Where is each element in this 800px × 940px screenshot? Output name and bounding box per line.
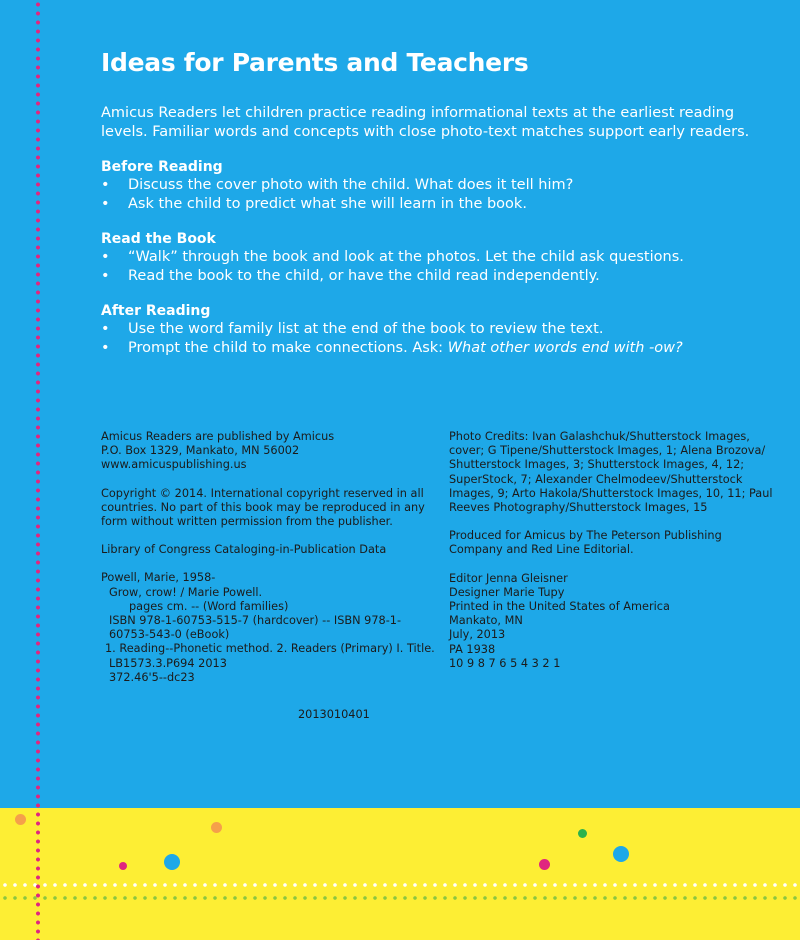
parents-teachers-section — [101, 48, 761, 358]
print-code: PA 1938 — [449, 642, 496, 656]
after-reading-section — [101, 303, 761, 358]
before-reading-section — [101, 159, 761, 214]
list-item: • Prompt the child to make connections. Ask: What other words end with -ow? — [101, 340, 683, 356]
magenta-dot-column — [35, 0, 41, 940]
photo-credits: Photo Credits: Ivan Galashchuk/Shutterstock Images, cover; G Tipene/Shutterstock Images, 1; Alena Brozova/ Shutterstock Images, 3; Shutterstock Images, 4, 12; SuperStock, 7; Alexander Chelmodeev/Shutterstock Images, 9; Arto Hakola/Shutterstock Images, 10, 11; Paul Reeves Photography/Shutterstock Images, 15 — [449, 430, 773, 515]
printed-in: Printed in the United States of America — [449, 600, 670, 614]
bullet-icon: • — [101, 340, 110, 356]
printing-line: 10 9 8 7 6 5 4 3 2 1 — [449, 656, 561, 670]
magenta-dot-2 — [539, 859, 550, 870]
list-item: • “Walk” through the book and look at the photos. Let the child ask questions. — [101, 249, 684, 265]
cip-lc-class: LB1573.3.P694 2013 — [109, 656, 227, 670]
publishing-info-column — [101, 430, 435, 685]
green-dot-row — [0, 896, 800, 900]
credits-column — [449, 430, 779, 671]
cip-pages: pages cm. -- (Word families) — [129, 599, 289, 613]
designer-credit: Designer Marie Tupy — [449, 585, 565, 599]
magenta-dot-1 — [119, 862, 127, 870]
produced-by: Produced for Amicus by The Peterson Publishing Company and Red Line Editorial. — [449, 529, 722, 557]
intro-paragraph: Amicus Readers let children practice reading informational texts at the earliest reading levels. Familiar words and concepts with close photo-text matches support early readers. — [101, 105, 750, 140]
bullet-icon: • — [101, 196, 110, 212]
read-the-book-section — [101, 231, 761, 286]
cip-lccn: 2013010401 — [298, 708, 370, 721]
cip-isbn: ISBN 978-1-60753-515-7 (hardcover) -- ISBN 978-1-60753-543-0 (eBook) — [109, 614, 402, 642]
cip-label: Library of Congress Cataloging-in-Publication Data — [101, 543, 387, 557]
list-item: • Read the book to the child, or have the child read independently. — [101, 268, 600, 284]
cip-subjects: 1. Reading--Phonetic method. 2. Readers (Primary) I. Title. — [105, 642, 435, 656]
publisher-name: Amicus Readers are published by Amicus — [101, 430, 335, 443]
blue-dot-2 — [613, 846, 629, 862]
white-dot-row — [0, 883, 800, 887]
section-heading: Before Reading — [101, 159, 223, 175]
publisher-website: www.amicuspublishing.us — [101, 458, 247, 472]
blue-dot-1 — [164, 854, 180, 870]
list-item: • Ask the child to predict what she will learn in the book. — [101, 196, 527, 212]
bullet-icon: • — [101, 249, 110, 265]
print-location: Mankato, MN — [449, 614, 523, 628]
section-heading: Read the Book — [101, 231, 216, 247]
editor-credit: Editor Jenna Gleisner — [449, 571, 568, 585]
cip-author: Powell, Marie, 1958- — [101, 571, 216, 585]
cip-dewey: 372.46'5--dc23 — [109, 670, 195, 684]
list-item: • Discuss the cover photo with the child. What does it tell him? — [101, 177, 574, 193]
bullet-icon: • — [101, 268, 110, 284]
green-dot-1 — [578, 829, 587, 838]
section-heading: After Reading — [101, 303, 211, 319]
list-item: • Use the word family list at the end of the book to review the text. — [101, 321, 604, 337]
yellow-footer-band — [0, 808, 800, 940]
page-title: Ideas for Parents and Teachers — [101, 48, 529, 77]
orange-dot-2 — [211, 822, 222, 833]
cip-title: Grow, crow! / Marie Powell. — [109, 585, 263, 599]
bullet-icon: • — [101, 321, 110, 337]
orange-dot-1 — [15, 814, 26, 825]
bullet-icon: • — [101, 177, 110, 193]
copyright-notice: Copyright © 2014. International copyright reserved in all countries. No part of this book may be reproduced in any form without written permission from the publisher. — [101, 486, 425, 529]
publisher-address: P.O. Box 1329, Mankato, MN 56002 — [101, 444, 300, 458]
print-date: July, 2013 — [449, 628, 506, 642]
